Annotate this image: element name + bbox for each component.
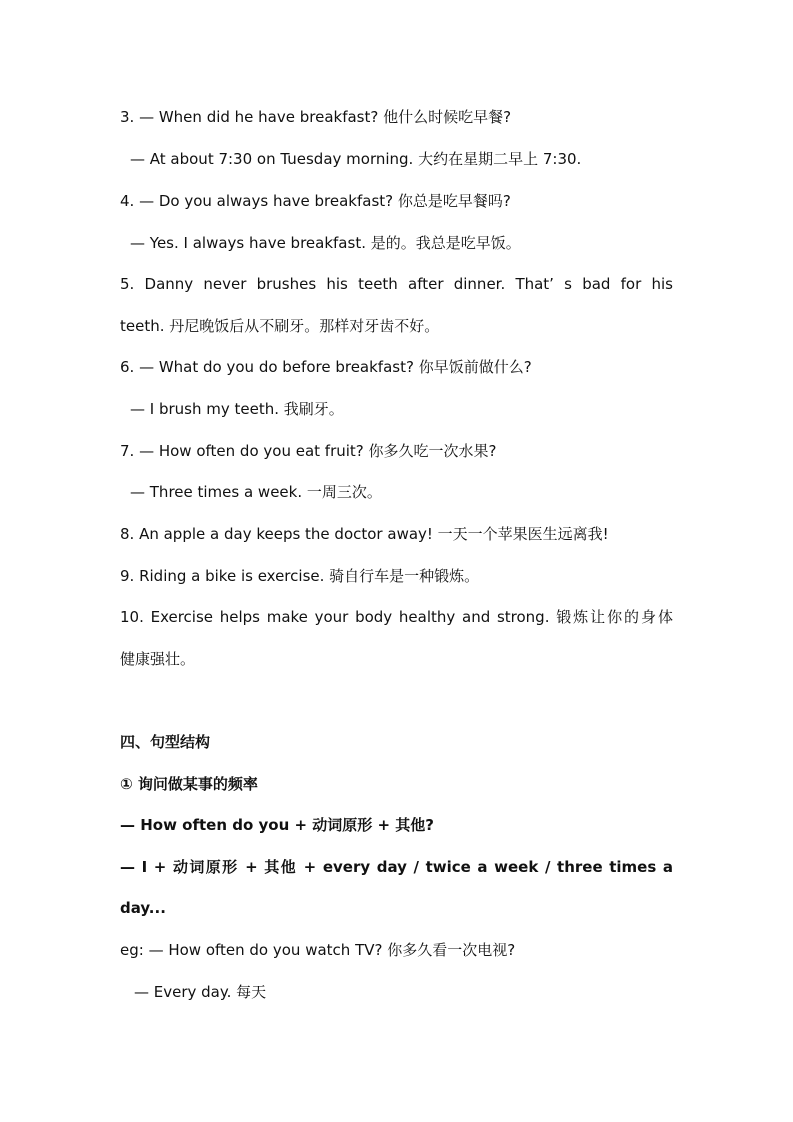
sentence-6-question: 6. — What do you do before breakfast? 你早饭前做什么? [120,358,532,376]
sentence-3-answer: — At about 7:30 on Tuesday morning. 大约在星期二早上 7:30. [130,150,582,168]
sentence-6-answer: — I brush my teeth. 我刷牙。 [130,400,344,418]
pattern-answer-line2: day... [120,899,166,917]
sentence-9: 9. Riding a bike is exercise. 骑自行车是一种锻炼。 [120,567,480,585]
sentence-10-line2: 健康强壮。 [120,650,196,668]
section-subheading: ① 询问做某事的频率 [120,775,258,793]
sentence-7-answer: — Three times a week. 一周三次。 [130,483,382,501]
pattern-answer-line1: — I + 动词原形 + 其他 + every day / twice a week / three times a [120,858,673,876]
sentence-5-line1: 5. Danny never brushes his teeth after dinner. That’ s bad for his [120,275,673,293]
example-question: eg: — How often do you watch TV? 你多久看一次电视? [120,941,516,959]
sentence-7-question: 7. — How often do you eat fruit? 你多久吃一次水果? [120,442,497,460]
section-heading: 四、句型结构 [120,733,211,751]
pattern-question: — How often do you + 动词原形 + 其他? [120,816,434,834]
sentence-3-question: 3. — When did he have breakfast? 他什么时候吃早餐? [120,108,512,126]
sentence-10-line1: 10. Exercise helps make your body healthy and strong. 锻炼让你的身体 [120,608,673,626]
sentence-8: 8. An apple a day keeps the doctor away! 一天一个苹果医生远离我! [120,525,609,543]
sentence-4-answer: — Yes. I always have breakfast. 是的。我总是吃早饭。 [130,234,521,252]
sentence-5-line2: teeth. 丹尼晚饭后从不刷牙。那样对牙齿不好。 [120,317,440,335]
example-answer: — Every day. 每天 [134,983,267,1001]
sentence-4-question: 4. — Do you always have breakfast? 你总是吃早餐吗? [120,192,511,210]
